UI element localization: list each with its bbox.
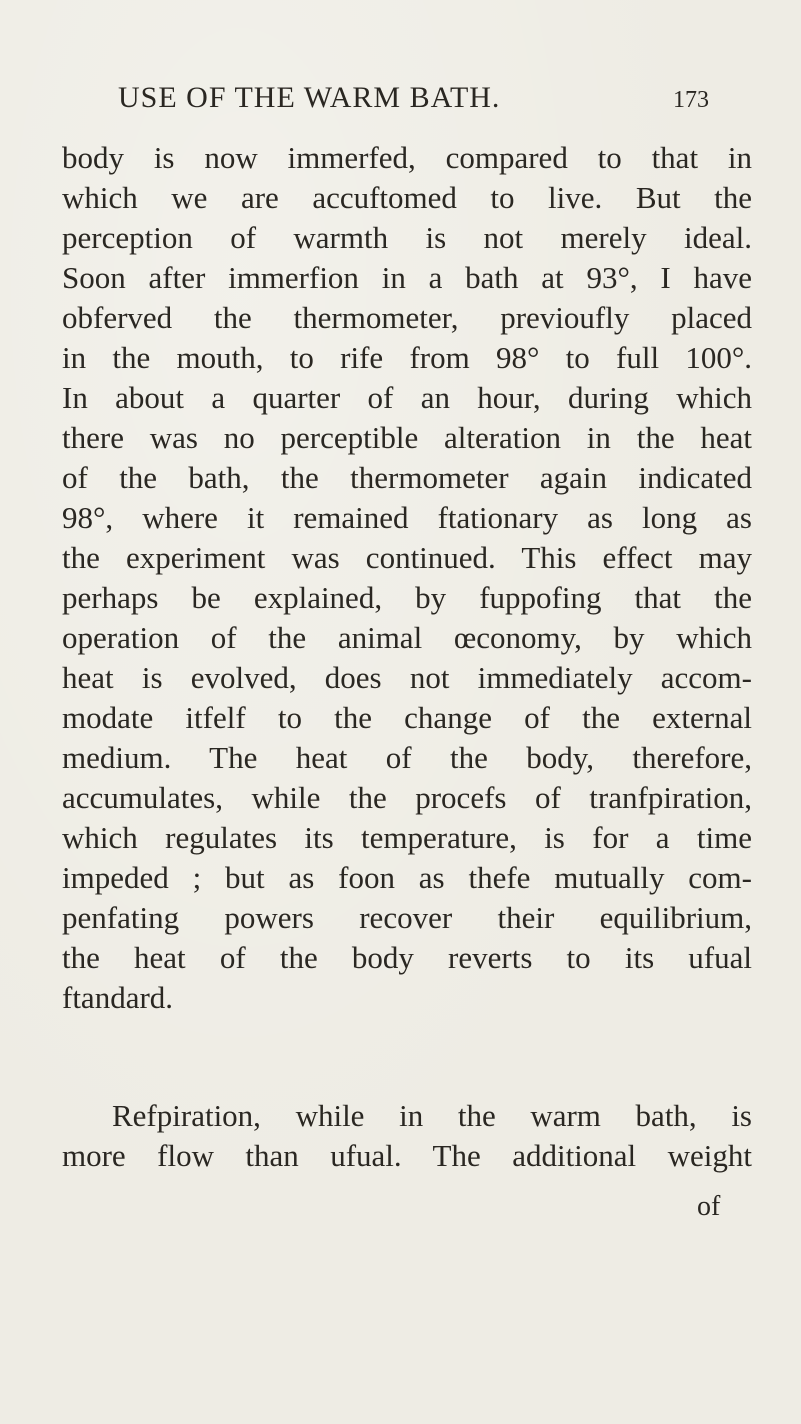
text-line: accumulates, while the procefs of tranfpiration,	[62, 780, 752, 815]
running-head	[118, 76, 708, 120]
text-line: Soon after immerfion in a bath at 93°, I have	[62, 260, 752, 295]
text-line: body is now immerfed, compared to that in	[62, 140, 752, 175]
text-line: operation of the animal œconomy, by which	[62, 620, 752, 655]
text-line: perception of warmth is not merely ideal.	[62, 220, 752, 255]
text-line: perhaps be explained, by fuppofing that the	[62, 580, 752, 615]
text-line: modate itfelf to the change of the external	[62, 700, 752, 735]
text-line: medium. The heat of the body, therefore,	[62, 740, 752, 775]
text-line: 98°, where it remained ftationary as long as	[62, 500, 752, 535]
text-line: impeded ; but as foon as thefe mutually com-	[62, 860, 752, 895]
running-title: USE OF THE WARM BATH.	[118, 81, 501, 114]
text-line: in the mouth, to rife from 98° to full 100°.	[62, 340, 752, 375]
text-line: penfating powers recover their equilibrium,	[62, 900, 752, 935]
text-line: there was no perceptible alteration in the heat	[62, 420, 752, 455]
text-line: of the bath, the thermometer again indicated	[62, 460, 752, 495]
page-number: 173	[673, 87, 709, 113]
text-line: Refpiration, while in the warm bath, is	[112, 1098, 752, 1133]
catchword: of	[697, 1191, 721, 1222]
text-line: which regulates its temperature, is for a time	[62, 820, 752, 855]
text-line: the heat of the body reverts to its ufual	[62, 940, 752, 975]
text-line: obferved the thermometer, previoufly placed	[62, 300, 752, 335]
text-line: ftandard.	[62, 980, 174, 1015]
text-line: heat is evolved, does not immediately accom-	[62, 660, 752, 695]
text-line: the experiment was continued. This effect may	[62, 540, 752, 575]
text-line: more flow than ufual. The additional weight	[62, 1138, 752, 1173]
text-line: In about a quarter of an hour, during which	[62, 380, 752, 415]
text-line: which we are accuftomed to live. But the	[62, 180, 752, 215]
